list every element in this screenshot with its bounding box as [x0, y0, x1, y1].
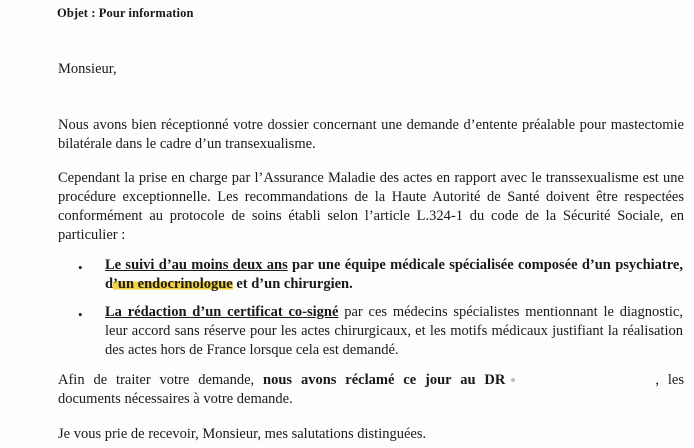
bullet-follow-up — [105, 256, 683, 294]
subject-line: Objet : Pour information — [57, 6, 194, 20]
bullet-marker: • — [78, 307, 83, 322]
request-end: , les documents nécessaires à votre demande. — [58, 372, 684, 407]
highlighted-endocrinologist: ’un endocrinologue — [113, 276, 233, 292]
bullet-follow-up-end: et d’un chirurgien. — [232, 276, 353, 292]
paragraph-acknowledgement: Nous avons bien réceptionné votre dossier concernant une demande d’entente préalable pour mastectomie bilatérale dans le cadre d’un transexualisme. — [58, 117, 684, 152]
closing-formula: Je vous prie de recevoir, Monsieur, mes salutations distinguées. — [58, 426, 427, 442]
bullet-marker: • — [78, 260, 83, 275]
bullet-certificate — [105, 303, 683, 360]
bullet-certificate-underlined: La rédaction d’un certificat co-signé — [105, 304, 339, 320]
paragraph-request — [58, 371, 684, 409]
request-start: Afin de traiter votre demande, — [58, 372, 264, 388]
bullet-follow-up-underlined: Le suivi d’au moins deux ans — [105, 257, 288, 273]
bullet-follow-up-middle: par une équipe médicale spécialisée composée d’un psychiatre, d — [105, 257, 683, 292]
paragraph-conditions: Cependant la prise en charge par l’Assurance Maladie des actes en rapport avec le transsexualisme est une procédure exceptionnelle. Les recommandations de la Haute Autorité de Santé doivent être respectées conformément au protocole de soins établi selon l’article L.324-1 du code de la Sécurité Sociale, en particulier : — [58, 170, 684, 243]
bullet-certificate-rest: par ces médecins spécialistes mentionnant le diagnostic, leur accord sans réserve pour les actes chirurgicaux, et les motifs médicaux justifiant la réalisation des actes hors de France lorsque cela est demandé. — [105, 304, 683, 358]
redacted-name — [523, 374, 655, 384]
request-bold: nous avons réclamé ce jour au DR — [263, 372, 506, 388]
redaction-mark — [511, 378, 515, 382]
salutation: Monsieur, — [58, 61, 117, 77]
